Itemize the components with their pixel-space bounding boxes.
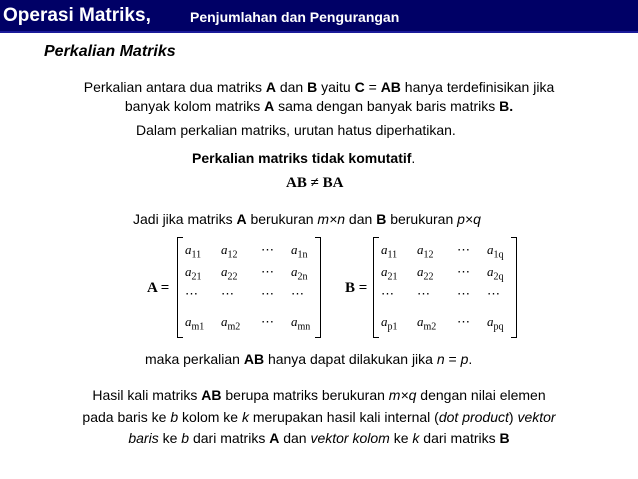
result-line3: baris ke b dari matriks A dan vektor kolom ke k dari matriks B <box>128 430 510 446</box>
order-note: Dalam perkalian matriks, urutan hatus diperhatikan. <box>136 122 456 138</box>
matrix-entry: $a_{12}$ <box>221 242 238 261</box>
matrix-a <box>177 237 321 336</box>
matrix-entry: ⋯ <box>417 286 430 301</box>
slide-title: Operasi Matriks, <box>3 5 151 26</box>
matrix-entry: $a_{m1}$ <box>185 314 205 333</box>
matrix-entry: ⋯ <box>221 286 234 301</box>
para1-line1: Perkalian antara dua matriks A dan B yaitu C = AB hanya terdefinisikan jika <box>83 79 555 95</box>
right-bracket <box>511 237 517 338</box>
matrix-entry: $a_{22}$ <box>221 264 238 283</box>
matrix-entry: ⋯ <box>261 264 274 279</box>
matrix-entry: $a_{21}$ <box>185 264 202 283</box>
result-line1: Hasil kali matriks AB berupa matriks berukuran m×q dengan nilai elemen <box>92 387 546 403</box>
header-bar <box>0 0 638 33</box>
result-line2: pada baris ke b kolom ke k merupakan hasil kali internal (dot product) vektor <box>82 409 556 425</box>
matrix-entry: ⋯ <box>457 242 470 257</box>
matrix-entry: $a_{mn}$ <box>291 314 311 333</box>
matrix-entry: $a_{2q}$ <box>487 264 504 283</box>
left-bracket <box>177 237 183 338</box>
matrix-entry: $a_{pq}$ <box>487 314 504 333</box>
matrix-entry: ⋯ <box>261 242 274 257</box>
matrix-entry: $a_{21}$ <box>381 264 398 283</box>
matrix-entry: ⋯ <box>457 264 470 279</box>
section-title: Perkalian Matriks <box>44 43 176 60</box>
matrix-b <box>373 237 517 336</box>
matrix-entry: $a_{m2}$ <box>221 314 241 333</box>
matrix-size-line: Jadi jika matriks A berukuran m×n dan B berukuran p×q <box>133 211 481 227</box>
matrix-b-label: B = <box>345 280 368 296</box>
matrix-entry: ⋯ <box>457 286 470 301</box>
matrix-entry: $a_{22}$ <box>417 264 434 283</box>
matrix-entry: $a_{1n}$ <box>291 242 308 261</box>
matrix-entry: ⋯ <box>381 286 394 301</box>
matrix-entry: ⋯ <box>261 314 274 329</box>
right-bracket <box>315 237 321 338</box>
matrix-entry: $a_{m2}$ <box>417 314 437 333</box>
left-bracket <box>373 237 379 338</box>
matrix-entry: $a_{11}$ <box>185 242 202 261</box>
matrix-entry: ⋯ <box>487 286 500 301</box>
matrix-entry: $a_{12}$ <box>417 242 434 261</box>
matrix-entry: $a_{2n}$ <box>291 264 308 283</box>
matrix-entry: ⋯ <box>457 314 470 329</box>
slide-subtitle: Penjumlahan dan Pengurangan <box>190 9 400 25</box>
matrix-entry: ⋯ <box>291 286 304 301</box>
para1-line2: banyak kolom matriks A sama dengan banyak baris matriks B. <box>124 98 514 114</box>
matrix-entry: $a_{p1}$ <box>381 314 398 333</box>
matrix-entry: ⋯ <box>185 286 198 301</box>
matrix-entry: ⋯ <box>261 286 274 301</box>
matrix-entry: $a_{1q}$ <box>487 242 504 261</box>
condition-line: maka perkalian AB hanya dapat dilakukan jika n = p. <box>145 351 473 367</box>
matrix-entry: $a_{11}$ <box>381 242 398 261</box>
matrix-a-label: A = <box>147 280 170 296</box>
noncommutative-statement: Perkalian matriks tidak komutatif. <box>192 150 416 166</box>
noncommutative-formula: AB ≠ BA <box>286 175 344 191</box>
